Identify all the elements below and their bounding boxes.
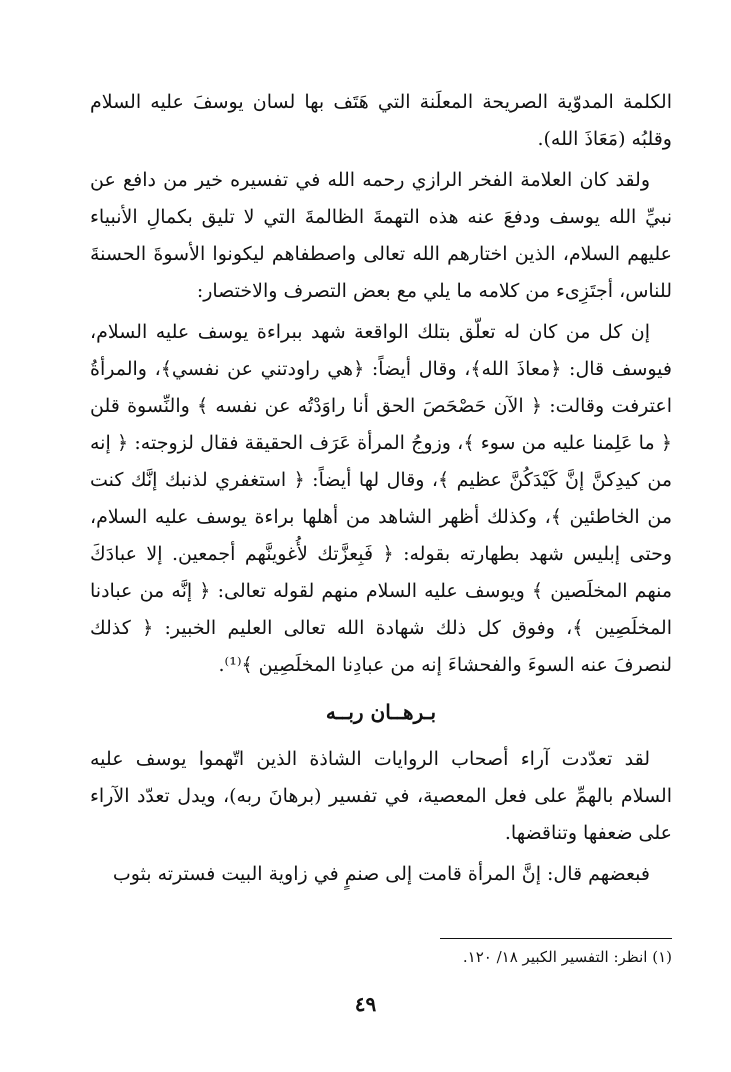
footnote: (١) انظر: التفسير الكبير ١٨/ ١٢٠. (462, 948, 672, 966)
paragraph-4: لقد تعدّدت آراء أصحاب الروايات الشاذة الذين اتّهموا يوسف عليه السلام بالهمِّ على فعل المعصية، في تفسير (برهانَ ربه)، ويدل تعدّد الآراء على ضعفها وتناقضها. (90, 748, 672, 844)
paragraph-2: ولقد كان العلامة الفخر الرازي رحمه الله في تفسيره خير من دافع عن نبيِّ الله يوسف ودفعَ عنه هذه التهمةَ الظالمةَ التي لا تليق بكمالِ الأنبياء عليهم السلام، الذين اختارهم الله تعالى واصطفاهم ليكونوا الأسوةَ الحسنةَ للناس، أجتَزِىء من كلامه ما يلي مع بعض التصرف والاختصار: (90, 169, 672, 302)
paragraph-1: الكلمة المدوّية الصريحة المعلَنة التي هَتَف بها لسان يوسفَ عليه السلام وقلبُه (مَعَاذَ الله). (90, 91, 672, 150)
paragraph-5: فبعضهم قال: إنَّ المرأة قامت إلى صنمٍ في زاوية البيت فسترته بثوب (112, 863, 650, 885)
footnote-divider (440, 938, 672, 939)
body-text (90, 84, 672, 897)
page-number: ٤٩ (354, 992, 377, 1016)
paragraph-3: إن كل من كان له تعلّق بتلك الواقعة شهد ببراءة يوسف عليه السلام، فيوسف قال: ﴿معاذَ الله﴾، وقال أيضاً: ﴿هي راودتني عن نفسي﴾، والمرأةُ اعترفت وقالت: ﴿ الآن حَصْحَصَ الحق أنا راوَدْتُه عن نفسه ﴾ والنِّسوة قلن ﴿ ما عَلِمنا عليه من سوء ﴾، وزوجُ المرأة عَرَف الحقيقة فقال لزوجته: ﴿ إنه من كيدِكنَّ إنَّ كَيْدَكُنَّ عظيم ﴾، وقال لها أيضاً: ﴿ استغفري لذنبك إنَّك كنت من الخاطئين ﴾، وكذلك أظهر الشاهد من أهلها براءة يوسف عليه السلام، وحتى إبليس شهد بطهارته بقوله: ﴿ فَبِعزَّتك لأُغوينَّهم أجمعين. إلا عبادَكَ منهم المخلَصين ﴾ ويوسف عليه السلام منهم لقوله تعالى: ﴿ إنَّه من عبادنا المخلَصِين ﴾، وفوق كل ذلك شهادة الله تعالى العليم الخبير: ﴿ كذلك لنصرفَ عنه السوءَ والفحشاءَ إنه من عبادِنا المخلَصِين ﴾⁽¹⁾. (90, 321, 672, 676)
section-heading: بـرهــان ربــه (325, 700, 437, 724)
